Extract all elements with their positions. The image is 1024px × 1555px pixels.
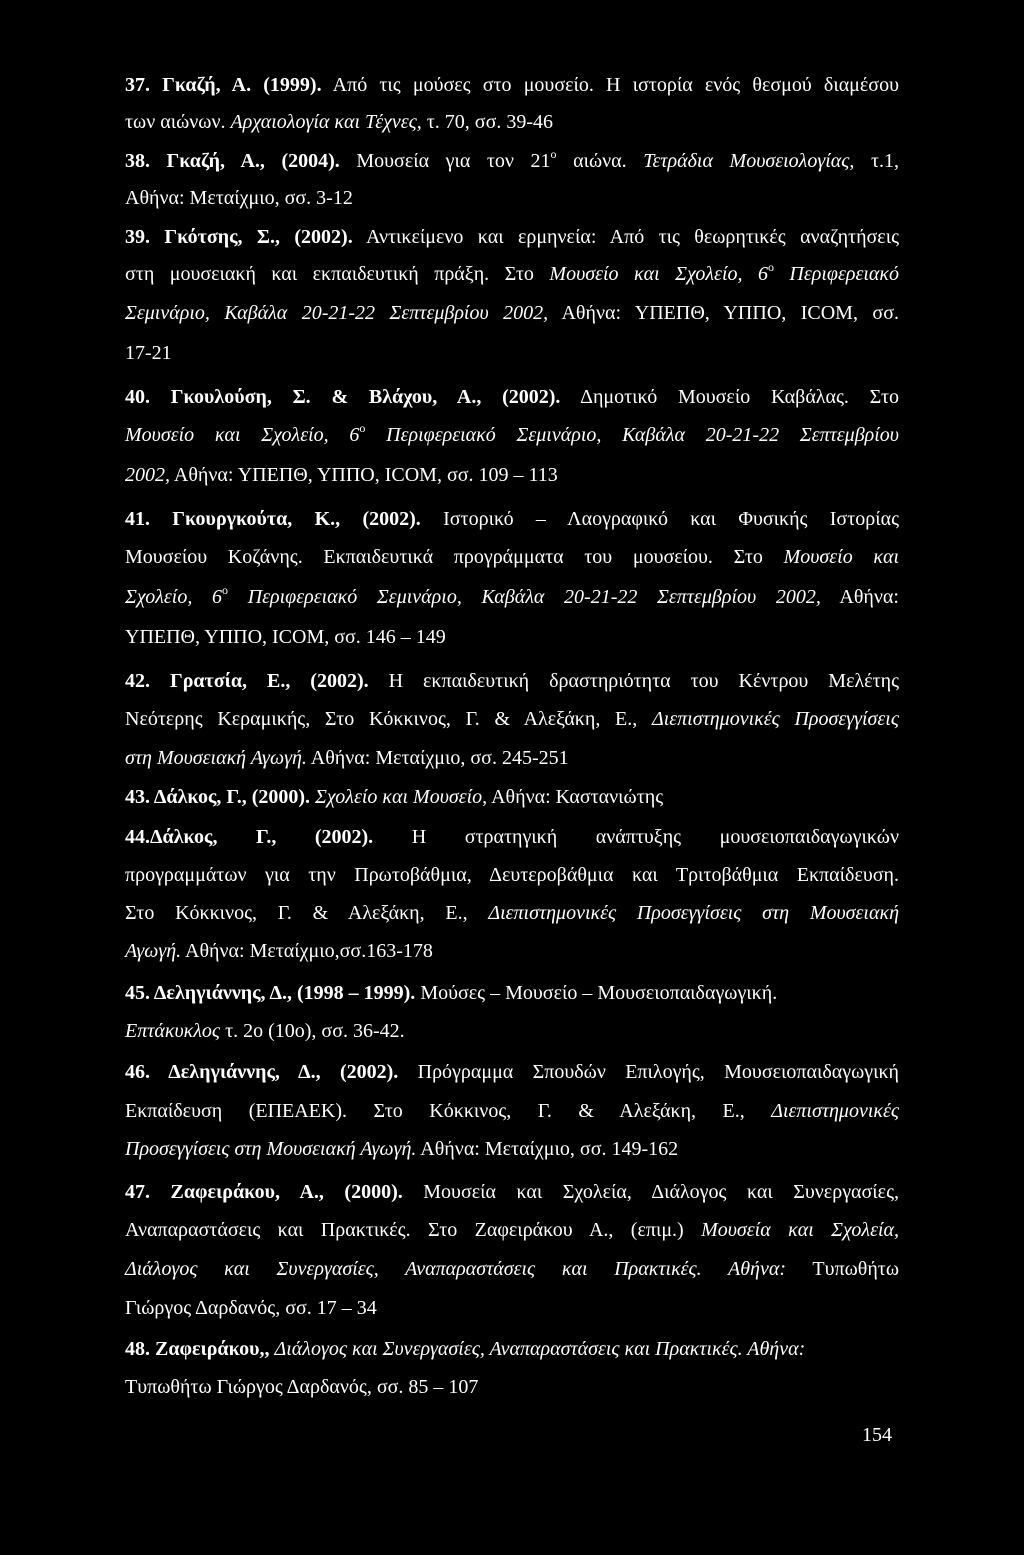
reference-line	[125, 222, 899, 252]
reference-text: 39. Γκότσης, Σ., (2002).	[125, 226, 353, 248]
reference-line	[125, 542, 899, 572]
reference-text: Αντικείμενο και ερμηνεία: Από τις θεωρητικές αναζητήσεις	[352, 226, 900, 248]
reference-text: Σεμινάριο, Καβάλα 20-21-22 Σεπτεμβρίου 2002,	[125, 302, 549, 324]
reference-text: Διεπιστημονικές Προσεγγίσεις	[651, 708, 899, 730]
reference-line	[125, 1177, 899, 1207]
reference-text: 47. Ζαφειράκου, Α., (2000).	[125, 1181, 403, 1203]
reference-text: Περιφερειακό	[773, 263, 899, 285]
reference-text: Περιφερειακό Σεμινάριο, Καβάλα 20-21-22 Σεπτεμβρίου	[365, 424, 899, 446]
reference-text: Αθήνα: ΥΠΕΠΘ, ΥΠΠΟ, ICOM, σσ. 109 – 113	[170, 464, 558, 486]
reference-text: Διεπιστημονικές	[771, 1100, 899, 1122]
reference-text: Μουσεία για τον 21	[339, 150, 551, 172]
reference-text: Αθήνα: Μεταίχμιο, σσ. 149-162	[416, 1138, 679, 1160]
reference-text: Πρόγραμμα Σπουδών Επιλογής, Μουσειοπαιδαγωγική	[398, 1061, 899, 1083]
reference-line	[125, 146, 899, 176]
reference-text: προγραμμάτων για την Πρωτοβάθμια, Δευτεροβάθμια και Τριτοβάθμια Εκπαίδευση.	[125, 864, 899, 886]
reference-text: 48. Ζαφειράκου,,	[125, 1338, 270, 1360]
reference-text: ο	[550, 147, 557, 161]
reference-text: Η εκπαιδευτική δραστηριότητα του Κέντρου Μελέτης	[368, 670, 900, 692]
reference-line	[125, 1134, 899, 1164]
reference-text: Μουσεία και Σχολεία, Διάλογος και Συνεργασίες,	[402, 1181, 899, 1203]
reference-text: Δημοτικό Μουσείο Καβάλας. Στο	[560, 386, 899, 408]
reference-text: Νεότερης Κεραμικής, Στο Κόκκινος, Γ. & Αλεξάκη, Ε.,	[125, 708, 652, 730]
reference-text: 40. Γκουλούση, Σ. & Βλάχου, Α., (2002).	[125, 386, 561, 408]
reference-text: Αρχαιολογία και Τέχνες,	[230, 111, 422, 133]
reference-text: Αθήνα: Καστανιώτης	[487, 786, 664, 808]
reference-text: Προσεγγίσεις στη Μουσειακή Αγωγή.	[125, 1138, 417, 1160]
reference-text: Σχολείο, 6	[125, 586, 223, 608]
reference-line	[125, 1334, 899, 1364]
reference-text: Αθήνα: Μεταίχμιο, σσ. 3-12	[125, 187, 353, 209]
reference-text: Αγωγή.	[125, 940, 182, 962]
reference-text: Τυπωθήτω Γιώργος Δαρδανός, σσ. 85 – 107	[125, 1376, 479, 1398]
reference-line	[125, 978, 899, 1008]
reference-line	[125, 70, 899, 100]
reference-line	[125, 107, 899, 137]
reference-line	[125, 582, 899, 612]
reference-text: 41. Γκουργκούτα, Κ., (2002).	[125, 508, 421, 530]
reference-line	[125, 382, 899, 412]
reference-line	[125, 666, 899, 696]
reference-text: ο	[359, 421, 366, 435]
reference-text: Διάλογος και Συνεργασίες, Αναπαραστάσεις και Πρακτικές. Αθήνα:	[274, 1338, 806, 1360]
reference-text: στη μουσειακή και εκπαιδευτική πράξη. Στο	[125, 263, 550, 285]
reference-text: ΥΠΕΠΘ, ΥΠΠΟ, ICOM, σσ. 146 – 149	[125, 626, 446, 648]
reference-line	[125, 743, 899, 773]
reference-text: Επτάκυκλος	[125, 1020, 221, 1042]
reference-text: Αθήνα: Μεταίχμιο, σσ. 245-251	[306, 747, 569, 769]
reference-text: 46. Δεληγιάννης, Δ., (2002).	[125, 1061, 399, 1083]
reference-text: Αθήνα: ΥΠΕΠΘ, ΥΠΠΟ, ICOM, σσ.	[548, 302, 899, 324]
reference-text: Ιστορικό – Λαογραφικό και Φυσικής Ιστορίας	[420, 508, 900, 530]
reference-text: Αθήνα:	[820, 586, 899, 608]
reference-text: Μουσεία και Σχολεία,	[701, 1219, 900, 1241]
reference-line	[125, 1254, 899, 1284]
reference-text: Μουσείο και Σχολείο, 6	[549, 263, 768, 285]
page-number: 154	[862, 1424, 892, 1446]
reference-line	[125, 1372, 899, 1402]
reference-text: Μουσείο και Σχολείο, 6	[125, 424, 360, 446]
reference-line	[125, 338, 899, 368]
reference-text: 17-21	[125, 342, 172, 364]
reference-line	[125, 1096, 899, 1126]
reference-line	[125, 860, 899, 890]
reference-text: Σχολείο και Μουσείο,	[315, 786, 488, 808]
reference-text: 37. Γκαζή, Α. (1999).	[125, 74, 322, 96]
reference-line	[125, 298, 899, 328]
reference-text: τ. 2ο (10ο), σσ. 36-42.	[220, 1020, 405, 1042]
reference-line	[125, 898, 899, 928]
reference-line	[125, 183, 899, 213]
reference-text: ο	[222, 583, 229, 597]
reference-line	[125, 1215, 899, 1245]
reference-line	[125, 460, 899, 490]
reference-text: 42. Γρατσία, Ε., (2002).	[125, 670, 369, 692]
reference-text: των αιώνων.	[125, 111, 231, 133]
reference-text: Η στρατηγική ανάπτυξης μουσειοπαιδαγωγικών	[373, 826, 899, 848]
reference-text: Γιώργος Δαρδανός, σσ. 17 – 34	[125, 1297, 377, 1319]
reference-text: Μούσες – Μουσείο – Μουσειοπαιδαγωγική.	[415, 982, 778, 1004]
reference-text: Από τις μούσες στο μουσείο. Η ιστορία ενός θεσμού διαμέσου	[321, 74, 899, 96]
reference-text: Αναπαραστάσεις και Πρακτικές. Στο Ζαφειράκου Α., (επιμ.)	[125, 1219, 702, 1241]
reference-line	[125, 782, 899, 812]
reference-text: Τετράδια Μουσειολογίας,	[643, 150, 855, 172]
reference-text: Διάλογος και Συνεργασίες, Αναπαραστάσεις και Πρακτικές. Αθήνα:	[125, 1258, 787, 1280]
reference-line	[125, 622, 899, 652]
reference-line	[125, 1293, 899, 1323]
reference-text: Αθήνα: Μεταίχμιο,σσ.163-178	[181, 940, 433, 962]
reference-text: Διεπιστημονικές Προσεγγίσεις στη Μουσειακή	[488, 902, 899, 924]
reference-line	[125, 504, 899, 534]
reference-text: 38. Γκαζή, Α., (2004).	[125, 150, 340, 172]
reference-text: ο	[767, 260, 774, 274]
reference-text: Εκπαίδευση (ΕΠΕΑΕΚ). Στο Κόκκινος, Γ. & Αλεξάκη, Ε.,	[125, 1100, 772, 1122]
reference-line	[125, 822, 899, 852]
reference-text: 2002,	[125, 464, 170, 486]
reference-text: Μουσείου Κοζάνης. Εκπαιδευτικά προγράμματα του μουσείου. Στο	[125, 546, 784, 568]
reference-text: Τυπωθήτω	[786, 1258, 899, 1280]
reference-text: Περιφερειακό Σεμινάριο, Καβάλα 20-21-22 Σεπτεμβρίου 2002,	[228, 586, 821, 608]
reference-text: 43. Δάλκος, Γ., (2000).	[125, 786, 311, 808]
reference-text: 45. Δεληγιάννης, Δ., (1998 – 1999).	[125, 982, 416, 1004]
reference-line	[125, 1057, 899, 1087]
reference-text: τ.1,	[854, 150, 899, 172]
reference-text: τ. 70, σσ. 39-46	[421, 111, 554, 133]
reference-text: Μουσείο και	[783, 546, 900, 568]
reference-line	[125, 259, 899, 289]
reference-line	[125, 1016, 899, 1046]
reference-text: αιώνα.	[556, 150, 644, 172]
reference-line	[125, 420, 899, 450]
reference-text: Στο Κόκκινος, Γ. & Αλεξάκη, Ε.,	[125, 902, 489, 924]
reference-text: στη Μουσειακή Αγωγή.	[125, 747, 307, 769]
reference-line	[125, 936, 899, 966]
reference-text: 44.Δάλκος, Γ., (2002).	[125, 826, 374, 848]
reference-line	[125, 704, 899, 734]
